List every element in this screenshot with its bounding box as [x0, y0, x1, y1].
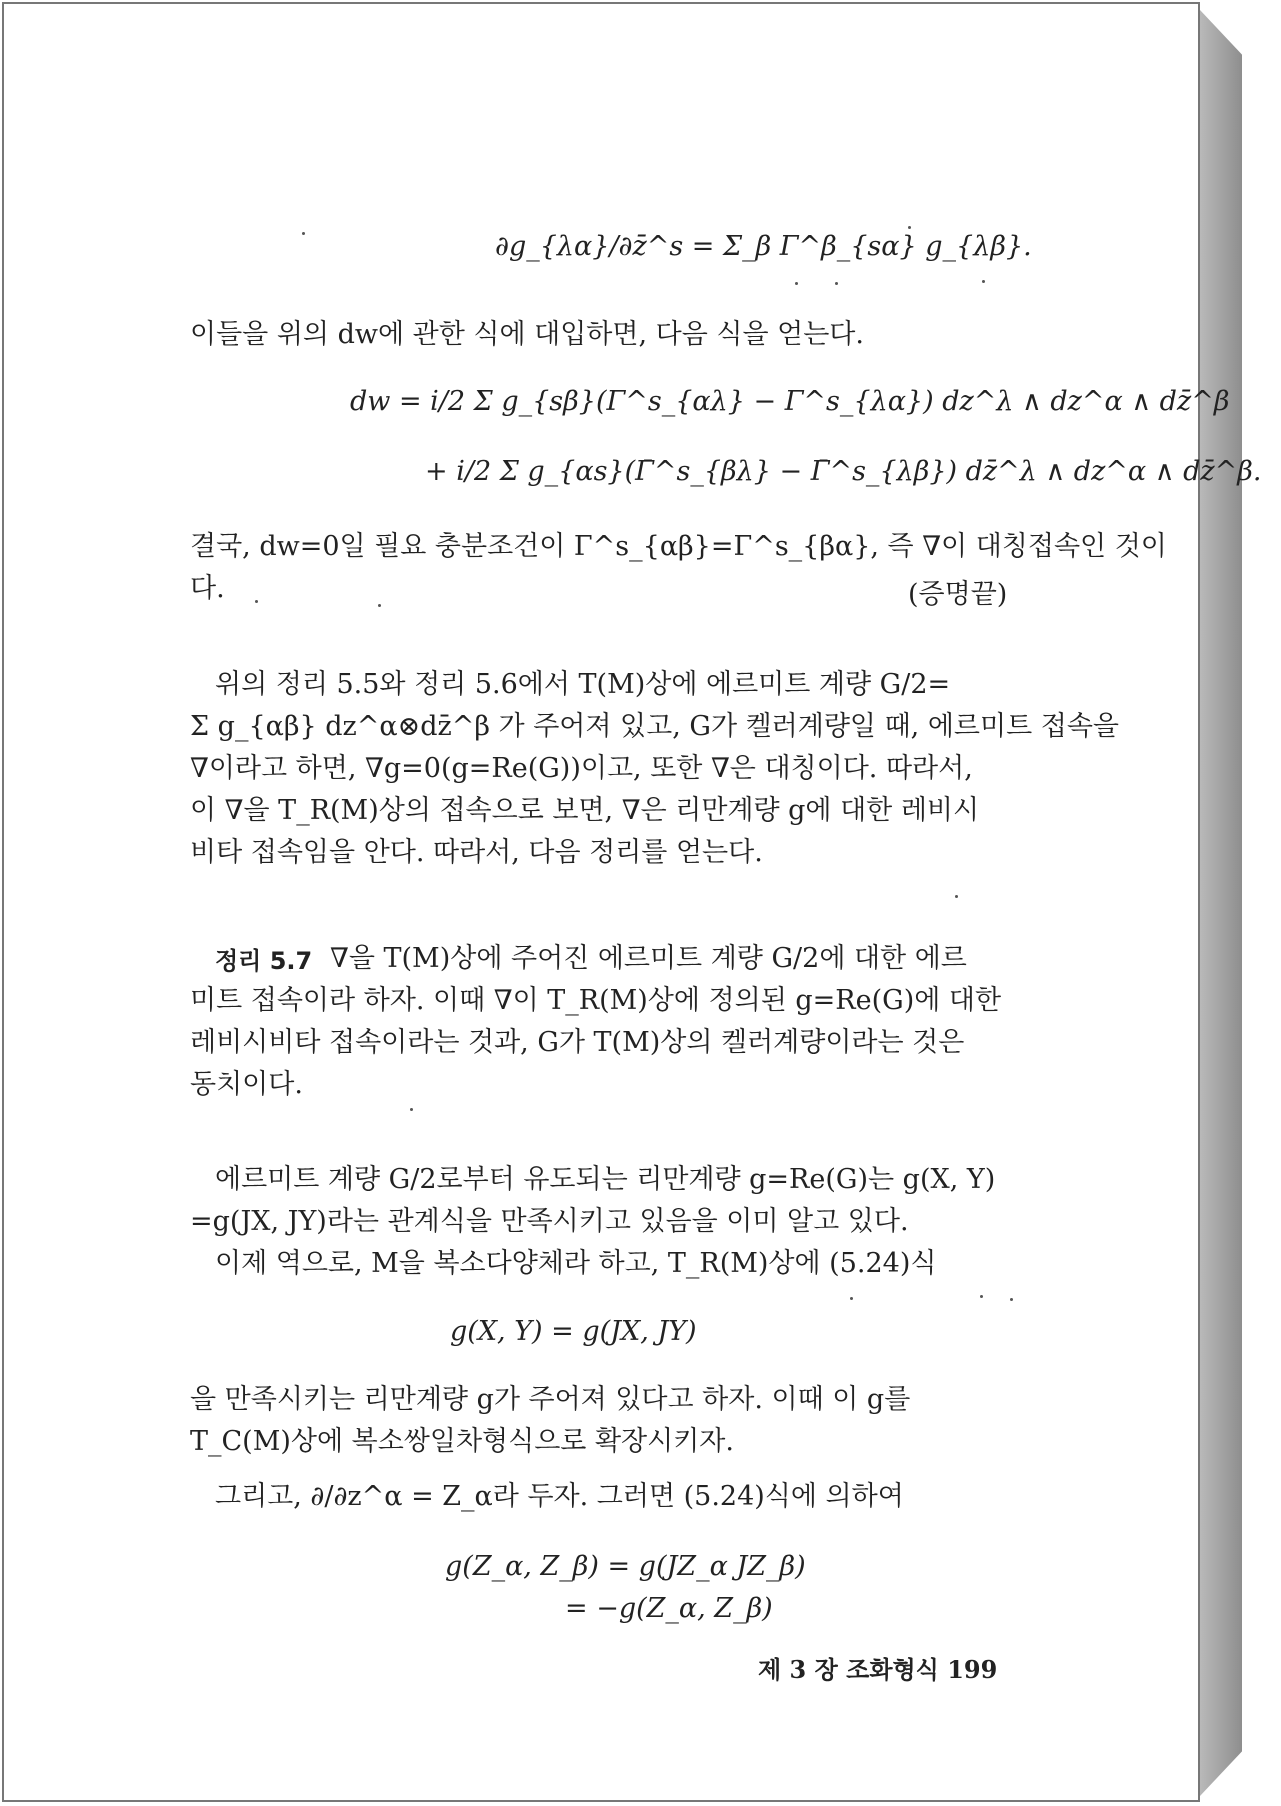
text-line: 을 만족시키는 리만계량 g가 주어져 있다고 하자. 이때 이 g를	[190, 1384, 911, 1415]
theorem-line: 동치이다.	[190, 1069, 303, 1100]
text-line: Σ g_{αβ} dz^α⊗dz̄^β 가 주어져 있고, G가 켈러계량일 때, 에르미트 접속을	[190, 711, 1119, 742]
text-line: 비타 접속임을 안다. 따라서, 다음 정리를 얻는다.	[190, 837, 763, 868]
text-line: T_C(M)상에 복소쌍일차형식으로 확장시키자.	[190, 1426, 734, 1457]
text-line: 결국, dw=0일 필요 충분조건이 Γ^s_{αβ}=Γ^s_{βα}, 즉 ∇이 대칭접속인 것이	[190, 531, 1167, 562]
scan-speck	[302, 232, 305, 235]
theorem-line: 미트 접속이라 하자. 이때 ∇이 T_R(M)상에 정의된 g=Re(G)에 대한	[190, 985, 1002, 1016]
scan-speck	[908, 226, 911, 229]
equation-4a: g(Z_α, Z_β) = g(JZ_α JZ_β)	[445, 1551, 806, 1582]
equation-1: ∂g_{λα}/∂z̄^s = Σ_β Γ^β_{sα} g_{λβ}.	[495, 231, 1032, 262]
text-line: 그리고, ∂/∂z^α = Z_α라 두자. 그러면 (5.24)식에 의하여	[215, 1481, 904, 1512]
text-line: =g(JX, JY)라는 관계식을 만족시키고 있음을 이미 알고 있다.	[190, 1206, 909, 1237]
scan-speck	[795, 282, 798, 285]
equation-2a: dw = i/2 Σ g_{sβ}(Γ^s_{αλ} − Γ^s_{λα}) dz^λ ∧ dz^α ∧ dz̄^β	[350, 386, 1230, 417]
equation-2b: + i/2 Σ g_{αs}(Γ̄^s_{βλ} − Γ̄^s_{λβ}) dz̄^λ ∧ dz^α ∧ dz̄^β.	[425, 456, 1262, 487]
scan-speck	[1010, 1298, 1013, 1301]
text-line: 에르미트 계량 G/2로부터 유도되는 리만계량 g=Re(G)는 g(X, Y)	[215, 1164, 996, 1195]
book-page	[2, 2, 1200, 1802]
scan-speck	[378, 604, 381, 607]
text-line: 위의 정리 5.5와 정리 5.6에서 T(M)상에 에르미트 계량 G/2=	[215, 669, 951, 700]
proof-end-mark: (증명끝)	[908, 579, 1008, 610]
scan-speck	[955, 895, 958, 898]
equation-4b: = −g(Z_α, Z_β)	[565, 1593, 773, 1624]
theorem-label: 정리 5.7	[215, 947, 313, 975]
text-line: 다.	[190, 573, 225, 604]
page-footer: 제 3 장 조화형식 199	[758, 1655, 998, 1684]
scan-speck	[980, 1295, 983, 1298]
theorem-line: 레비시비타 접속이라는 것과, G가 T(M)상의 켈러계량이라는 것은	[190, 1027, 965, 1058]
text-line: 이 ∇을 T_R(M)상의 접속으로 보면, ∇은 리만계량 g에 대한 레비시	[190, 795, 980, 826]
text-line: 이들을 위의 dw에 관한 식에 대입하면, 다음 식을 얻는다.	[190, 319, 864, 350]
scan-speck	[255, 600, 258, 603]
text-line: ∇이라고 하면, ∇g=0(g=Re(G))이고, 또한 ∇은 대칭이다. 따라서,	[190, 753, 973, 784]
theorem-line: ∇을 T(M)상에 주어진 에르미트 계량 G/2에 대한 에르	[330, 943, 967, 974]
equation-3: g(X, Y) = g(JX, JY)	[450, 1316, 697, 1347]
text-line: 이제 역으로, M을 복소다양체라 하고, T_R(M)상에 (5.24)식	[215, 1248, 937, 1279]
scan-speck	[850, 1297, 853, 1300]
page-edge-shadow	[1200, 10, 1242, 1796]
scan-speck	[410, 1108, 413, 1111]
scan-speck	[982, 280, 985, 283]
scan-speck	[835, 282, 838, 285]
